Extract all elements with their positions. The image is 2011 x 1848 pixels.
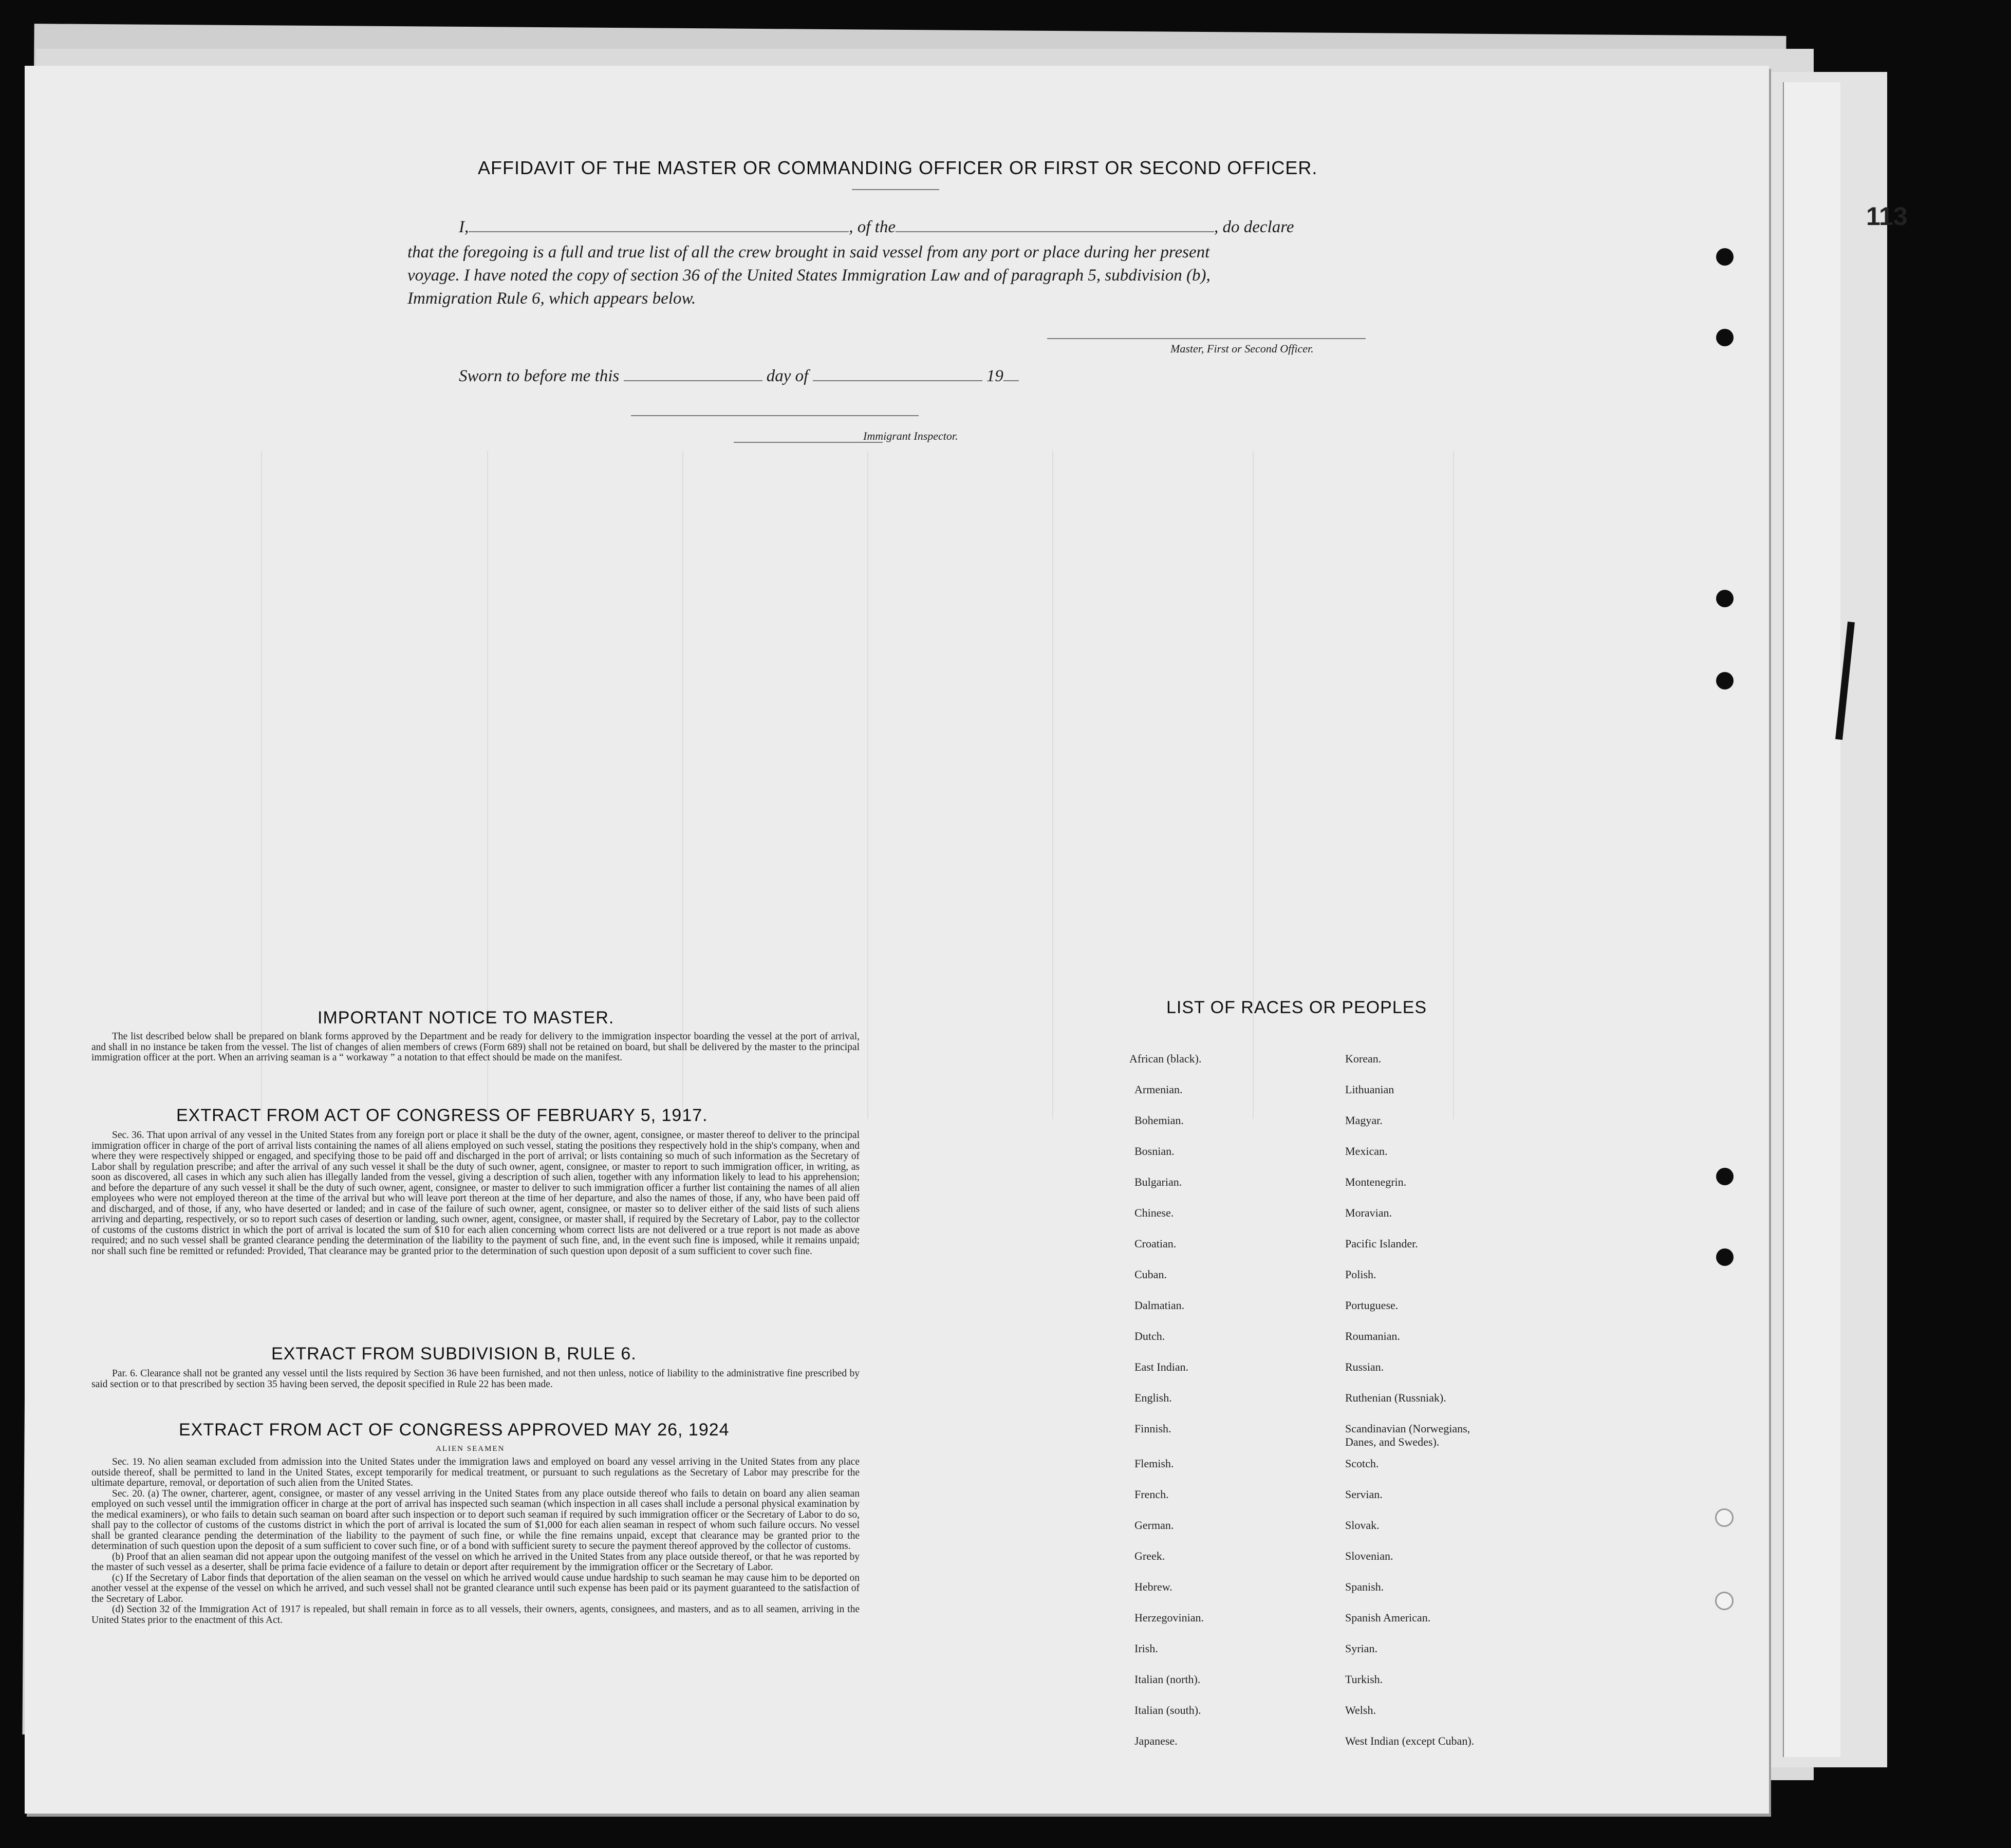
sworn-day-field[interactable]: [624, 380, 762, 381]
race-item: Bosnian.: [1134, 1145, 1175, 1158]
race-item: Greek.: [1134, 1550, 1165, 1562]
inspector-label: Immigrant Inspector.: [863, 430, 958, 442]
punch-hole: [1716, 590, 1734, 607]
race-item: Bulgarian.: [1134, 1175, 1182, 1188]
race-item: Magyar.: [1345, 1114, 1383, 1127]
race-item: Lithuanian: [1345, 1083, 1394, 1096]
sworn-month-field[interactable]: [813, 380, 982, 381]
sworn-line: Sworn to before me this day of 19: [459, 367, 1019, 386]
punch-hole: [1716, 1168, 1734, 1185]
race-item: Scotch.: [1345, 1457, 1379, 1470]
race-item: Pacific Islander.: [1345, 1237, 1418, 1250]
race-item: Spanish American.: [1345, 1611, 1431, 1624]
race-item: Portuguese.: [1345, 1299, 1399, 1312]
punch-hole: [1715, 1592, 1734, 1610]
race-item: Cuban.: [1134, 1268, 1167, 1281]
race-item: German.: [1134, 1519, 1174, 1532]
race-item: Slovak.: [1345, 1519, 1380, 1532]
inspector-signature-line[interactable]: [734, 442, 883, 443]
punch-hole: [1716, 672, 1734, 689]
race-item: Chinese.: [1134, 1206, 1174, 1219]
race-item: Montenegrin.: [1345, 1175, 1407, 1188]
race-item: Russian.: [1345, 1360, 1384, 1373]
race-item: Roumanian.: [1345, 1330, 1400, 1342]
race-item: Mexican.: [1345, 1145, 1388, 1158]
punch-hole: [1716, 329, 1734, 346]
race-item: Scandinavian (Norwegians, Danes, and Swedes).: [1345, 1422, 1470, 1448]
extract-1924-title: EXTRACT FROM ACT OF CONGRESS APPROVED MAY 26, 1924: [179, 1420, 730, 1440]
punch-hole: [1716, 248, 1734, 266]
extract-rule6-text: Par. 6. Clearance shall not be granted any vessel until the lists required by Section 36 have been furnished, and not then unless, notice of liability to the administrative fine prescribed by said section or to that prescribed by section 35 having been served, the deposit specified in Rule 22 has been made.: [91, 1368, 860, 1390]
race-item: Dalmatian.: [1134, 1299, 1185, 1312]
race-item: Finnish.: [1134, 1422, 1171, 1435]
race-item: Polish.: [1345, 1268, 1376, 1281]
extract-1917-title: EXTRACT FROM ACT OF CONGRESS OF FEBRUARY 5, 1917.: [176, 1106, 708, 1125]
affidavit-line-3: voyage. I have noted the copy of section 36 of the United States Immigration Law and of paragraph 5, subdivision (b),: [407, 266, 1211, 285]
page-number: 113: [1866, 202, 1908, 231]
affidavit-title: AFFIDAVIT OF THE MASTER OR COMMANDING OFFICER OR FIRST OR SECOND OFFICER.: [478, 157, 1318, 178]
master-signature-line[interactable]: [1047, 338, 1366, 339]
race-item: Japanese.: [1134, 1734, 1178, 1747]
extract-1924-subtitle: ALIEN SEAMEN: [436, 1445, 505, 1453]
vessel-field[interactable]: [896, 231, 1214, 232]
race-item: African (black).: [1129, 1052, 1202, 1065]
affidavit-line-1: I, , of the , do declare: [459, 218, 1294, 236]
race-item: Spanish.: [1345, 1580, 1384, 1593]
race-item: Croatian.: [1134, 1237, 1177, 1250]
extract-rule6-title: EXTRACT FROM SUBDIVISION B, RULE 6.: [271, 1344, 637, 1364]
punch-hole: [1716, 1248, 1734, 1266]
race-item: Dutch.: [1134, 1330, 1165, 1342]
race-item: Ruthenian (Russniak).: [1345, 1391, 1446, 1404]
race-item: East Indian.: [1134, 1360, 1189, 1373]
race-item: Servian.: [1345, 1488, 1383, 1501]
master-signature-label: Master, First or Second Officer.: [1170, 342, 1314, 355]
race-item: Hebrew.: [1134, 1580, 1172, 1593]
right-sheet-edge: [1783, 82, 1840, 1757]
extract-1924-text: Sec. 19. No alien seaman excluded from admission into the United States under the immigration laws and employed on board any vessel arriving in the United States from any place outside thereof, shall be permitted to land in the United States, except temporarily for medical treatment, or pursuant to such regulations as the Secretary of Labor may prescribe for the ultimate departure, removal, or deportation of such alien from the United States. Sec. 20. (a) The owner, charterer, agent, consignee, or master of any vessel arriving in the United States from any place outside thereof who fails to detain on board any alien seaman employed on such vessel until the immigration officer in charge at the port of arrival has inspected such seaman (which inspection in all cases shall include a personal physical examination by the medical examiners), or who fails to detain such seaman on board after such inspection or to deport such seaman if required by such immigration officer or the Secretary of Labor to do so, shall pay to the collector of customs of the customs district in which the port of arrival is located the sum of $1,000 for each alien seaman in respect of whom such failure occurs. No vessel shall be granted clearance pending the determination of the liability to the payment of such fine, or while the fine remains unpaid, except that clearance may be granted prior to the determination of such question upon the deposit of a sum sufficient to cover such fine, or of a bond with sufficient surety to secure the payment thereof approved by the collector of customs. (b) Proof that an alien seaman did not appear upon the outgoing manifest of the vessel on which he arrived in the United States from any place outside thereof, or that he was reported by the master of such vessel as a deserter, shall be prima facie evidence of a failure to detain or deport after requirement by the immigration officer or the Secretary of Labor. (c) If the Secretary of Labor finds that deportation of the alien seaman on the vessel on which he arrived would cause undue hardship to such seaman he may cause him to be deported on another vessel at the expense of the vessel on which he arrived, and such vessel shall not be granted clearance until such expense has been paid or its payment guaranteed to the satisfaction of the Secretary of Labor. (d) Section 32 of the Immigration Act of 1917 is repealed, but shall remain in force as to all vessels, their owners, agents, consignees, and masters, and as to all seamen, arriving in the United States prior to the enactment of this Act.: [91, 1457, 860, 1626]
race-item: French.: [1134, 1488, 1169, 1501]
race-item: English.: [1134, 1391, 1172, 1404]
extract-1917-text: Sec. 36. That upon arrival of any vessel in the United States from any foreign port or place it shall be the duty of the owner, agent, consignee, or master thereof to deliver to the principal immigration officer in charge of the port of arrival lists containing the names of all aliens employed on such vessel, stating the positions they respectively hold in the ship's company, when and where they were respectively shipped or engaged, and specifying those to be paid off and discharged in the port of arrival; or lists containing so much of such information as the Secretary of Labor shall by regulation prescribe; and after the arrival of any such vessel it shall be the duty of such owner, agent, consignee, or master to report to such immigration officer, in writing, as soon as discovered, all cases in which any such alien has illegally landed from the vessel, giving a description of such alien, together with any information likely to lead to his apprehension; and before the departure of any such vessel it shall be the duty of such owner, agent, consignee, or master to deliver to such immigration officer a further list containing the names of all alien employees who were not employed thereon at the time of the arrival but who will leave port thereon at the time of her departure, and also the names of those, if any, who have been paid off and discharged, and of those, if any, who have deserted or landed; and in case of the failure of such owner, agent, consignee, or master so to deliver either of the said lists of such aliens arriving and departing, respectively, or so to report such cases of desertion or landing, such owner, agent, consignee, or master shall, if required by the Secretary of Labor, pay to the collector of customs of the customs district in which the port of arrival is located the sum of $10 for each alien concerning whom correct lists are not delivered or a true report is not made as above required; and no such vessel shall be granted clearance pending the determination of the liability to the payment of such fine, and, in the event such fine is imposed, while it remains unpaid; nor shall such fine be remitted or refunded: Provided, That clearance may be granted prior to the determination of such question upon deposit of a sum sufficient to cover such fine.: [91, 1130, 860, 1257]
race-item: Herzegovinian.: [1134, 1611, 1204, 1624]
race-item: Welsh.: [1345, 1704, 1376, 1716]
race-item: Irish.: [1134, 1642, 1158, 1655]
race-item: Syrian.: [1345, 1642, 1377, 1655]
race-item: Flemish.: [1134, 1457, 1174, 1470]
punch-hole: [1715, 1508, 1734, 1527]
race-item: Turkish.: [1345, 1673, 1383, 1686]
race-item: Bohemian.: [1134, 1114, 1184, 1127]
race-item: Italian (south).: [1134, 1704, 1201, 1716]
races-title: LIST OF RACES OR PEOPLES: [1166, 998, 1427, 1017]
sworn-year-field[interactable]: [1003, 380, 1019, 381]
race-item: Slovenian.: [1345, 1550, 1393, 1562]
affidavit-line-2: that the foregoing is a full and true list of all the crew brought in said vessel from any port or place during her present: [407, 243, 1210, 262]
notice-title: IMPORTANT NOTICE TO MASTER.: [318, 1008, 615, 1028]
divider: [852, 189, 939, 190]
inspector-line-upper: [631, 415, 919, 416]
race-item: West Indian (except Cuban).: [1345, 1734, 1475, 1747]
name-field[interactable]: [469, 231, 849, 232]
notice-text: The list described below shall be prepared on blank forms approved by the Department and be ready for delivery to the immigration inspector boarding the vessel at the port of arrival, and shall in no instance be taken from the vessel. The list of changes of alien members of crews (Form 689) shall not be retained on board, but shall be delivered by the master to the principal immigration officer at the port. When an arriving seaman is a “ workaway ” a notation to that effect should be made on the manifest.: [91, 1031, 860, 1063]
race-item: Italian (north).: [1134, 1673, 1201, 1686]
race-item: Moravian.: [1345, 1206, 1392, 1219]
races-list: [1129, 1052, 1592, 1823]
race-item: Korean.: [1345, 1052, 1382, 1065]
form-sheet: [25, 66, 1769, 1814]
race-item: Armenian.: [1134, 1083, 1183, 1096]
affidavit-line-4: Immigration Rule 6, which appears below.: [407, 289, 696, 308]
